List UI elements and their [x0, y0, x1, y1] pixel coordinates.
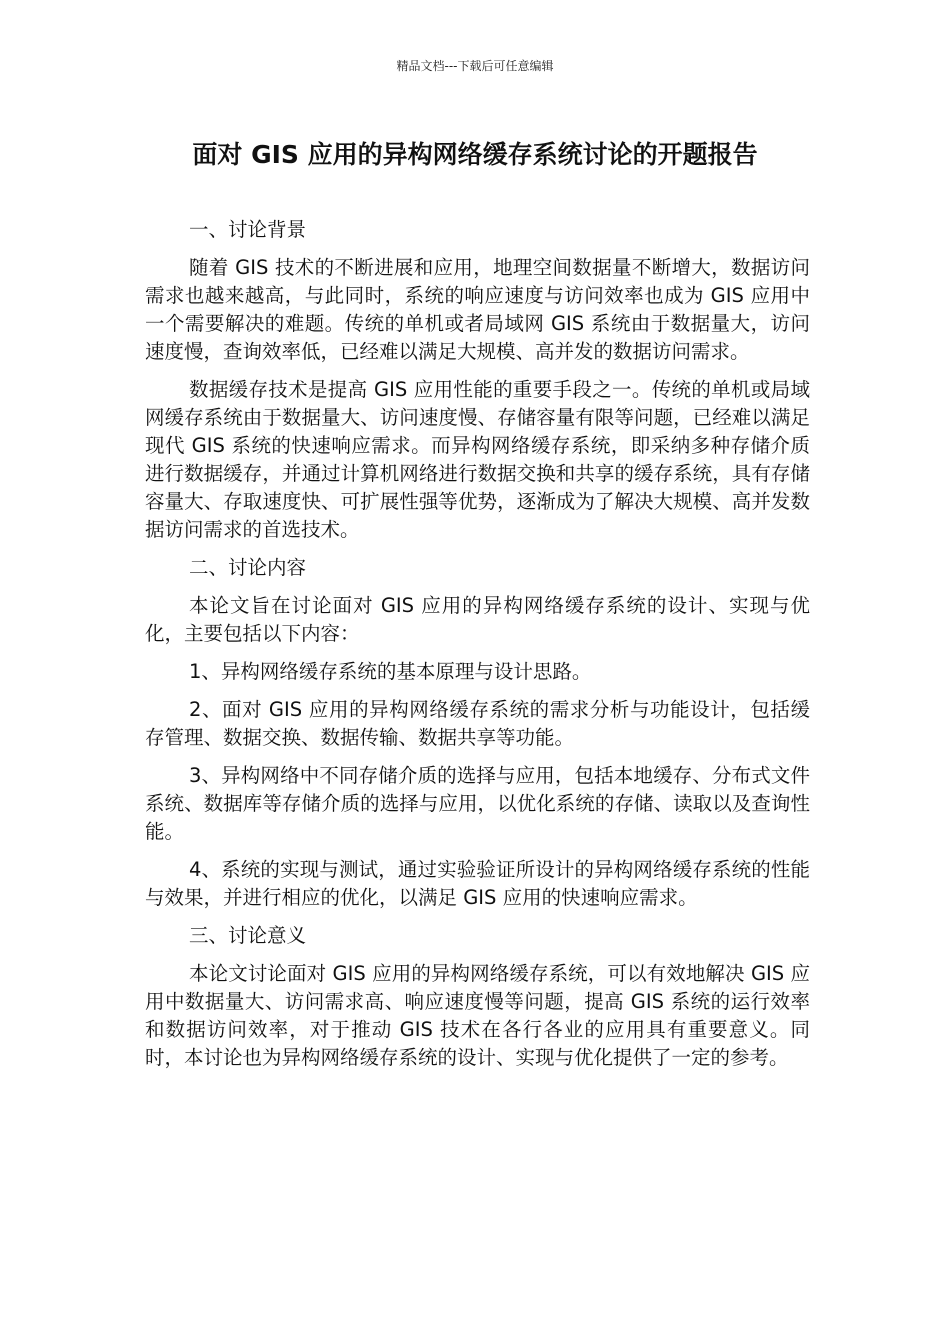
- paragraph: 本论文讨论面对 GIS 应用的异构网络缓存系统，可以有效地解决 GIS 应用中数据量大、访问需求高、响应速度慢等问题，提高 GIS 系统的运行效率和数据访问效率，对于推动 GIS 技术在各行各业的应用具有重要意义。同时，本讨论也为异构网络缓存系统的设计、实现与优化提供了一定的参考。: [145, 962, 810, 1069]
- list-item: 1、异构网络缓存系统的基本原理与设计思路。: [189, 660, 592, 683]
- paragraph: 本论文旨在讨论面对 GIS 应用的异构网络缓存系统的设计、实现与优化，主要包括以下内容：: [145, 594, 810, 645]
- paragraph: 随着 GIS 技术的不断进展和应用，地理空间数据量不断增大，数据访问需求也越来越高，与此同时，系统的响应速度与访问效率也成为 GIS 应用中一个需要解决的难题。传统的单机或者局域网 GIS 系统由于数据量大，访问速度慢，查询效率低，已经难以满足大规模、高并发的数据访问需求。: [145, 256, 810, 363]
- section-heading-content: 二、讨论内容: [189, 556, 307, 579]
- paragraph: 数据缓存技术是提高 GIS 应用性能的重要手段之一。传统的单机或局域网缓存系统由于数据量大、访问速度慢、存储容量有限等问题，已经难以满足现代 GIS 系统的快速响应需求。而异构网络缓存系统，即采纳多种存储介质进行数据缓存，并通过计算机网络进行数据交换和共享的缓存系统，具有存储容量大、存取速度快、可扩展性强等优势，逐渐成为了解决大规模、高并发数据访问需求的首选技术。: [145, 378, 810, 541]
- section-heading-background: 一、讨论背景: [189, 218, 307, 241]
- document-title: 面对 GIS 应用的异构网络缓存系统讨论的开题报告: [192, 140, 758, 169]
- list-item: 2、面对 GIS 应用的异构网络缓存系统的需求分析与功能设计，包括缓存管理、数据交换、数据传输、数据共享等功能。: [145, 698, 810, 749]
- list-item: 4、系统的实现与测试，通过实验验证所设计的异构网络缓存系统的性能与效果，并进行相应的优化，以满足 GIS 应用的快速响应需求。: [145, 858, 810, 909]
- header-note: 精品文档---下载后可任意编辑: [396, 59, 554, 73]
- document-body: [145, 216, 810, 1082]
- section-heading-significance: 三、讨论意义: [189, 924, 307, 947]
- list-item: 3、异构网络中不同存储介质的选择与应用，包括本地缓存、分布式文件系统、数据库等存储介质的选择与应用，以优化系统的存储、读取以及查询性能。: [145, 764, 810, 843]
